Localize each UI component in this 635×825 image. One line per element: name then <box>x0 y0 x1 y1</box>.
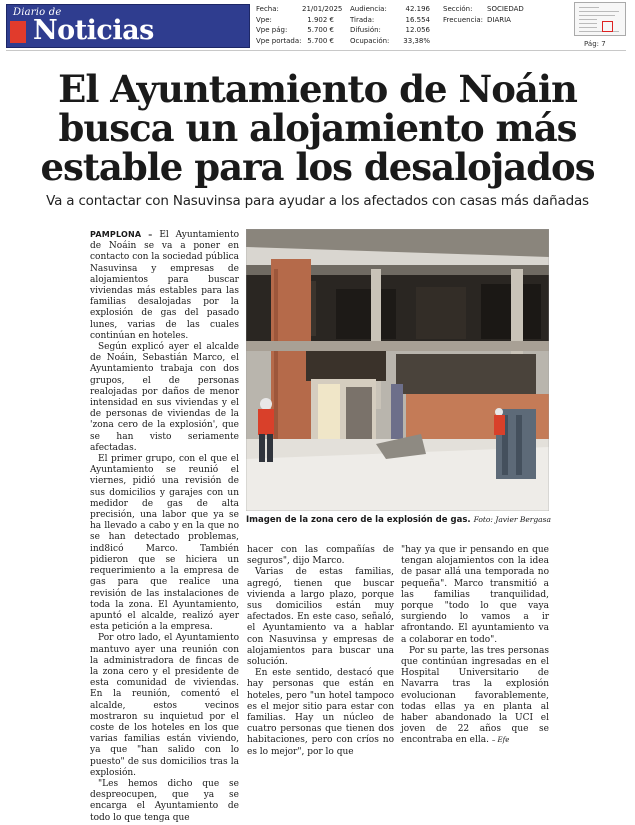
meta-label: Ocupación: <box>350 36 390 45</box>
meta-label: Difusión: <box>350 26 381 34</box>
meta-label: Vpe portada: <box>256 36 302 45</box>
article-column-2 <box>247 545 394 758</box>
meta-label: Frecuencia: <box>443 15 484 24</box>
paragraph: "Les hemos dicho que se despreocupen, que ya se encarga el Ayuntamiento de todo lo que tenga que <box>90 778 239 823</box>
paragraph: Por otro lado, el Ayuntamiento mantuvo ayer una reunión con la administradora de fincas de la zona cero y el presidente de esta comunidad de viviendas. En la reunión, comentó el alcalde, estos vecinos mostraron su inquietud por el coste de los hoteles en los que varias familias están viviendo, ya que "han salido con lo puesto" de sus domicilios tras la explosión. <box>90 633 239 778</box>
meta-value: 21/01/2025 <box>302 5 343 13</box>
meta-label: Vpe pág: <box>256 26 288 34</box>
paragraph: Por su parte, las tres personas que continúan ingresadas en el Hospital Universitario de Navarra tras la explosión evolucionan favorablemente, todas ellas ya en planta al haber abandonado la UCI el joven de 22 años que se encontraba en ella. – Efe <box>401 645 549 746</box>
headline-line: estable para los desalojados <box>40 145 595 189</box>
meta-value: DIARIA <box>487 15 511 24</box>
thumbnail-highlight <box>602 21 613 32</box>
meta-value: SOCIEDAD <box>487 5 524 13</box>
meta-label: Vpe: <box>256 15 272 24</box>
photo-caption <box>246 515 549 525</box>
meta-label: Sección: <box>443 5 473 13</box>
dateline: PAMPLONA – <box>90 230 153 239</box>
meta-value: 33,38% <box>403 36 430 45</box>
subheadline: Va a contactar con Nasuvinsa para ayudar a los afectados con casas más dañadas <box>46 193 589 209</box>
meta-block-a <box>256 4 343 46</box>
meta-block-c <box>443 4 547 25</box>
newspaper-masthead <box>6 4 250 48</box>
meta-value: 42.196 <box>405 5 430 13</box>
photo-credit: Foto: Javier Bergasa <box>473 515 551 524</box>
masthead-accent-bar <box>10 21 26 43</box>
paragraph: Según explicó ayer el alcalde de Noáin, Sebastián Marco, el Ayuntamiento trabaja con dos grupos, el de personas realojadas por daños de menor intensidad en sus viviendas y el de personas de viviendas de la 'zona cero de la explosión', que se han visto seriamente afectadas. <box>90 342 239 453</box>
masthead-title: Noticias <box>33 15 154 46</box>
building-photo-illustration <box>246 229 549 511</box>
paragraph: Varias de estas familias, agregó, tienen que buscar vivienda a largo plazo, porque sus domicilios están muy afectados. En este caso, señaló, el Ayuntamiento va a hablar con Nasuvinsa y empresas de alojamientos para buscar una solución. <box>247 567 394 668</box>
caption-text: Imagen de la zona cero de la explosión de gas. <box>246 515 471 525</box>
meta-label: Audiencia: <box>350 5 387 13</box>
page-number: Pág: 7 <box>584 40 606 48</box>
meta-value: 16.554 <box>405 15 430 24</box>
header-divider <box>6 50 626 51</box>
meta-value: 1.902 € <box>307 15 334 24</box>
article-column-3 <box>401 545 549 747</box>
paragraph: En este sentido, destacó que hay personas que están en hoteles, pero "un hotel tampoco es el mejor sitio para estar con familias. Hay un núcleo de cuatro personas que tienen dos habitaciones, pero con críos no es lo mejor", por lo que <box>247 668 394 757</box>
article-signature: – Efe <box>491 736 510 745</box>
article-photo <box>246 229 549 511</box>
meta-value: 12.056 <box>405 26 430 34</box>
meta-label: Tirada: <box>350 15 375 24</box>
headline-line: busca un alojamiento más <box>58 106 577 150</box>
article-column-1 <box>90 229 239 824</box>
meta-block-b <box>350 4 430 46</box>
paragraph: "hay ya que ir pensando en que tengan alojamientos con la idea de pasar allá una temporada no pequeña". Marco transmitió a las familias tranquilidad, porque "todo lo que vaya surgiendo lo vamos a ir afrontando. El ayuntamiento va a colaborar en todo". <box>401 545 549 645</box>
meta-label: Fecha: <box>256 5 279 13</box>
page-thumbnail[interactable] <box>574 2 626 36</box>
headline <box>40 67 595 189</box>
meta-value: 5.700 € <box>307 36 334 45</box>
headline-line: El Ayuntamiento de Noáin <box>58 67 577 111</box>
paragraph: El primer grupo, con el que el Ayuntamiento se reunió el viernes, pidió una revisión de sus domicilios y garajes con un medidor de gas de alta precisión, una labor que ya se ha llevado a cabo y en la que no se han detectado problemas, ind8icó Marco. También pidieron que se hiciera un requerimiento a la empresa de gas para que realice una revisión de las instalaciones de toda la zona. El Ayuntamiento, apuntó el alcalde, realizó ayer esta petición a la empresa. <box>90 454 239 633</box>
paragraph: hacer con las compañías de seguros", dijo Marco. <box>247 545 394 567</box>
meta-value: 5.700 € <box>307 26 334 34</box>
masthead-subtitle: Diario de <box>13 7 62 18</box>
paragraph: PAMPLONA – El Ayuntamiento de Noáin se va a poner en contacto con la sociedad pública Nasuvinsa y empresas de alojamientos para buscar viviendas más estables para las familias desalojadas por la explosión de gas del pasado lunes, varias de las cuales continúan en hoteles. <box>90 230 239 341</box>
